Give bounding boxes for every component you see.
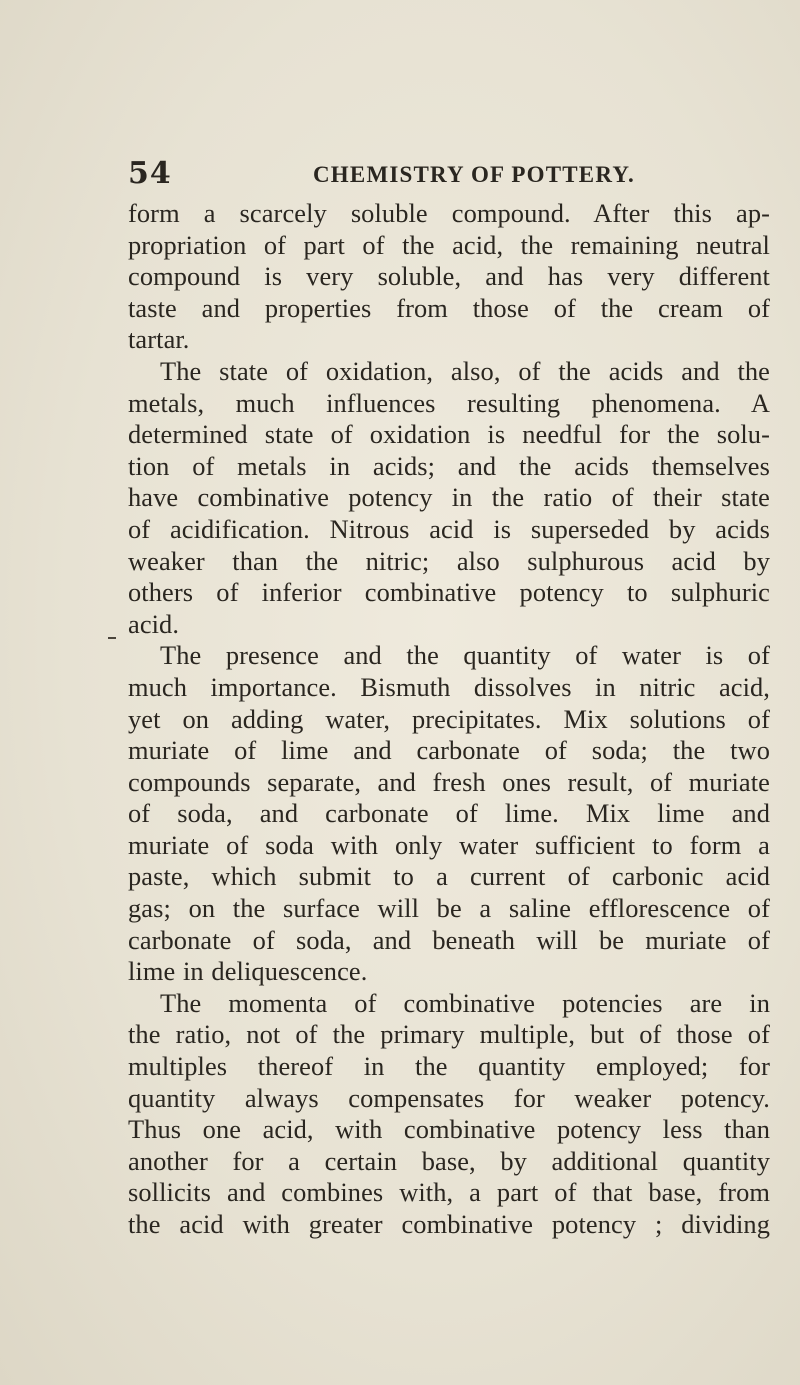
text-line: compound is very soluble, and has very different (128, 261, 770, 292)
text-line: yet on adding water, precipitates. Mix solutions of (128, 703, 770, 734)
text-line: of soda, and carbonate of lime. Mix lime and (128, 798, 770, 829)
text-line: others of inferior combinative potency to sulphuric (128, 577, 770, 608)
margin-mark (108, 637, 116, 639)
text-line: tion of metals in acids; and the acids themselves (128, 450, 770, 481)
body-text (128, 198, 770, 1241)
text-line: have combinative potency in the ratio of their state (128, 482, 770, 513)
text-line: propriation of part of the acid, the remaining neutral (128, 229, 770, 260)
text-line: paste, which submit to a current of carbonic acid (128, 861, 770, 892)
text-line: determined state of oxidation is needful for the solu- (128, 419, 770, 450)
text-line: metals, much influences resulting phenomena. A (128, 387, 770, 418)
text-line: gas; on the surface will be a saline efflorescence of (128, 893, 770, 924)
text-line: muriate of lime and carbonate of soda; the two (128, 735, 770, 766)
page-header (128, 156, 768, 196)
text-line: the acid with greater combinative potency ; dividing (128, 1209, 770, 1239)
text-line: multiples thereof in the quantity employed; for (128, 1051, 770, 1082)
text-line: muriate of soda with only water sufficient to form a (128, 829, 770, 860)
text-line: sollicits and combines with, a part of that base, from (128, 1177, 770, 1208)
paragraph-start-line: The momenta of combinative potencies are in (160, 987, 770, 1018)
text-line: much importance. Bismuth dissolves in nitric acid, (128, 671, 770, 702)
text-line: Thus one acid, with combinative potency less than (128, 1114, 770, 1145)
running-title: CHEMISTRY OF POTTERY. (313, 162, 635, 187)
page-number: 54 (128, 156, 172, 191)
text-line: the ratio, not of the primary multiple, but of those of (128, 1019, 770, 1050)
text-line: carbonate of soda, and beneath will be muriate of (128, 924, 770, 955)
text-line: taste and properties from those of the cream of (128, 292, 770, 323)
text-line: of acidification. Nitrous acid is superseded by acids (128, 513, 770, 544)
text-line: another for a certain base, by additional quantity (128, 1145, 770, 1176)
text-line: compounds separate, and fresh ones result, of muriate (128, 766, 770, 797)
text-line: form a scarcely soluble compound. After this ap- (128, 198, 770, 228)
text-line: lime in deliquescence. (128, 956, 368, 987)
text-line: quantity always compensates for weaker potency. (128, 1082, 770, 1113)
text-line: weaker than the nitric; also sulphurous acid by (128, 545, 770, 576)
text-line: tartar. (128, 324, 190, 355)
paragraph-start-line: The state of oxidation, also, of the acids and the (160, 355, 770, 386)
text-line: acid. (128, 608, 180, 639)
paragraph-start-line: The presence and the quantity of water is of (160, 640, 770, 671)
